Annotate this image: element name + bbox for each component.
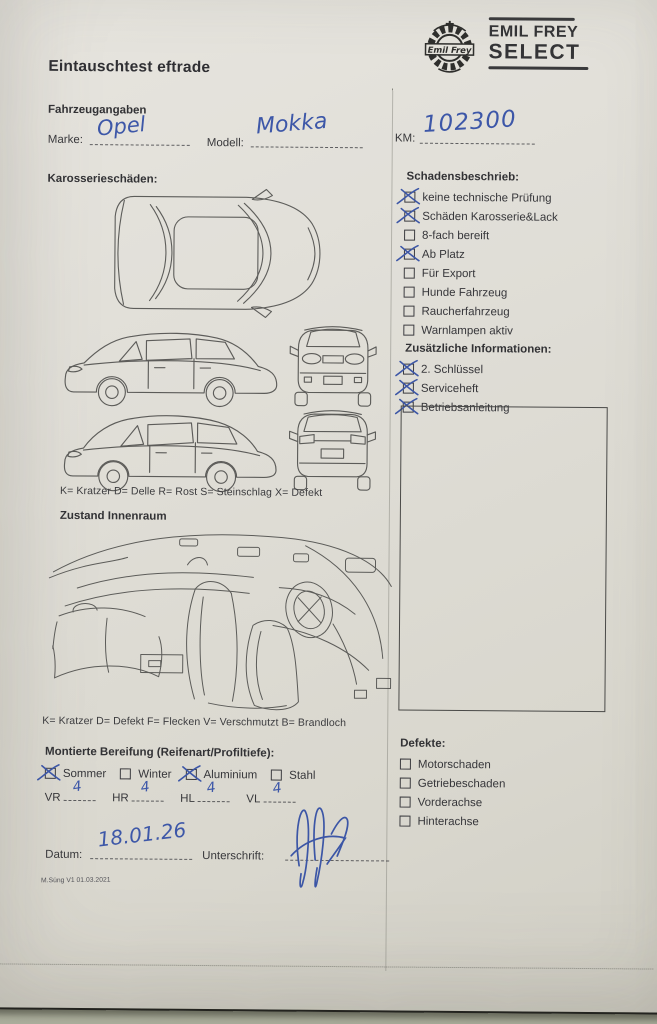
checkbox-item-warnlampen-aktiv[interactable] [403, 321, 557, 341]
wordmark-bottom-rule [488, 66, 588, 70]
checkbox-item-8-fach-bereift[interactable] [404, 226, 558, 246]
km-label: KM: [394, 132, 416, 145]
innenraum-legend: K= Kratzer D= Defekt F= Flecken V= Verschmutzt B= Brandloch [42, 714, 347, 730]
checkbox-item-keine-technische-pruefung[interactable] [404, 188, 558, 208]
checkbox-item-schaeden-karosserie-lack[interactable] [404, 207, 558, 227]
schadensbeschrieb-list [403, 188, 558, 341]
wordmark-top-rule [489, 17, 575, 21]
brand-logo [420, 17, 588, 80]
checkbox-item-hinterachse[interactable] [399, 812, 505, 832]
check-x-mark [176, 764, 203, 784]
checkbox-label: Winter [138, 768, 172, 781]
tire-depth-input[interactable] [64, 778, 96, 801]
signature-scribble [283, 798, 370, 879]
check-x-mark [394, 358, 421, 378]
datum-label: Datum: [45, 848, 83, 862]
checkbox[interactable] [45, 768, 56, 779]
checkbox[interactable] [404, 230, 415, 241]
checkbox-label: Vorderachse [417, 796, 483, 809]
checkbox-label: 8-fach bereift [422, 229, 490, 242]
checkbox-item-aluminium[interactable] [185, 765, 257, 785]
karosserie-legend: K= Kratzer D= Delle R= Rost S= Steinschlag X= Defekt [60, 484, 323, 499]
tire-label: VL [246, 793, 261, 806]
checkbox[interactable] [403, 306, 414, 317]
checkbox[interactable] [271, 770, 282, 781]
emil-frey-gear-icon [420, 17, 478, 79]
checkbox-item-vorderachse[interactable] [400, 793, 506, 813]
tire-field-hl[interactable] [180, 779, 246, 807]
checkbox-item-serviceheft[interactable] [403, 379, 510, 399]
section-karosserieschaeden: Karosserieschäden: [47, 172, 158, 186]
defekte-list [399, 755, 505, 832]
checkbox[interactable] [403, 383, 414, 394]
checkbox-label: Stahl [289, 769, 316, 782]
check-x-mark [395, 206, 422, 226]
checkbox-label: Serviceheft [420, 382, 479, 395]
checkbox-item-hunde-fahrzeug[interactable] [404, 283, 558, 303]
check-x-mark [36, 763, 63, 783]
tire-label: VR [44, 791, 61, 804]
checkbox[interactable] [404, 211, 415, 222]
km-value: 102300 [422, 106, 518, 138]
checkbox[interactable] [399, 816, 410, 827]
checkbox-item-raucherfahrzeug[interactable] [403, 302, 557, 322]
marke-value: Opel [95, 112, 147, 141]
tire-depth-value: 4 [139, 778, 151, 797]
check-x-mark [394, 377, 421, 397]
checkbox[interactable] [404, 249, 415, 260]
checkbox-item-motorschaden[interactable] [400, 755, 506, 775]
checkbox-label: Warnlampen aktiv [421, 324, 513, 337]
marke-label: Marke: [47, 133, 84, 147]
interior-sketch-drawing [46, 526, 395, 714]
section-zusaetzliche-informationen: Zusätzliche Informationen: [405, 342, 552, 356]
tire-field-hr[interactable] [112, 778, 180, 806]
car-side-view-left-drawing [53, 322, 284, 412]
tire-field-vr[interactable] [44, 778, 113, 806]
checkbox[interactable] [404, 287, 415, 298]
checkbox-label: Für Export [421, 267, 476, 280]
section-bereifung: Montierte Bereifung (Reifenart/Profiltiefe): [44, 745, 275, 760]
checkbox[interactable] [403, 364, 414, 375]
checkbox-label: Hunde Fahrzeug [421, 286, 508, 299]
brand-wordmark [488, 17, 588, 70]
checkbox-label: Getriebeschaden [417, 777, 506, 790]
tire-depth-value: 4 [271, 780, 283, 798]
unterschrift-label: Unterschrift: [202, 850, 265, 863]
tire-label: HR [112, 792, 129, 805]
checkbox-label: Raucherfahrzeug [421, 305, 510, 318]
checkbox[interactable] [120, 768, 131, 779]
car-front-view-drawing [283, 320, 384, 413]
checkbox[interactable] [404, 268, 415, 279]
form-title: Eintauschtest eftrade [48, 57, 211, 77]
tire-depth-value: 4 [71, 778, 83, 796]
checkbox-label: Sommer [62, 767, 107, 780]
modell-value: Mokka [255, 108, 329, 140]
car-side-view-right-drawing [52, 404, 283, 496]
car-top-view-drawing [93, 186, 329, 320]
checkbox-label: Ab Platz [421, 248, 465, 261]
wordmark-line2: SELECT [488, 40, 581, 64]
checkbox-item-ab-platz[interactable] [404, 245, 558, 265]
checkbox-label: keine technische Prüfung [422, 191, 552, 205]
notes-box[interactable] [398, 406, 607, 713]
checkbox[interactable] [400, 797, 411, 808]
section-schadensbeschrieb: Schadensbeschrieb: [406, 170, 520, 184]
check-x-mark [395, 187, 422, 207]
checkbox-item-fuer-export[interactable] [404, 264, 558, 284]
checkbox-item-getriebeschaden[interactable] [400, 774, 506, 794]
tire-depth-value: 4 [205, 779, 218, 797]
checkbox-label: Aluminium [203, 768, 258, 781]
tire-depth-input[interactable] [198, 779, 230, 802]
checkbox[interactable] [185, 769, 196, 780]
checkbox-item-zweiter-schluessel[interactable] [403, 360, 510, 380]
checkbox-label: Schäden Karosserie&Lack [422, 210, 558, 224]
wordmark-line1: EMIL FREY [488, 23, 579, 41]
checkbox-label: 2. Schlüssel [420, 363, 484, 376]
tire-label: HL [180, 792, 195, 805]
checkbox[interactable] [403, 325, 414, 336]
svg-text:Emil Frey: Emil Frey [427, 45, 472, 57]
checkbox-label: Betriebsanleitung [420, 401, 510, 414]
checkbox-label: Hinterachse [417, 815, 479, 828]
section-zustand-innenraum: Zustand Innenraum [59, 509, 167, 523]
check-x-mark [395, 244, 422, 264]
section-fahrzeugangaben: Fahrzeugangaben [48, 103, 147, 117]
car-rear-view-drawing [282, 404, 383, 497]
checkbox-label: Motorschaden [417, 758, 491, 771]
checkbox[interactable] [400, 778, 411, 789]
tire-depth-row [44, 778, 308, 808]
checkbox[interactable] [400, 759, 411, 770]
perforation-line [0, 963, 653, 969]
modell-label: Modell: [206, 137, 244, 150]
checkbox[interactable] [404, 192, 415, 203]
section-defekte: Defekte: [400, 737, 446, 750]
tire-depth-input[interactable] [132, 778, 164, 801]
form-version-footnote: M.Süng V1 01.03.2021 [40, 876, 111, 885]
datum-value: 18.01.26 [96, 817, 188, 852]
